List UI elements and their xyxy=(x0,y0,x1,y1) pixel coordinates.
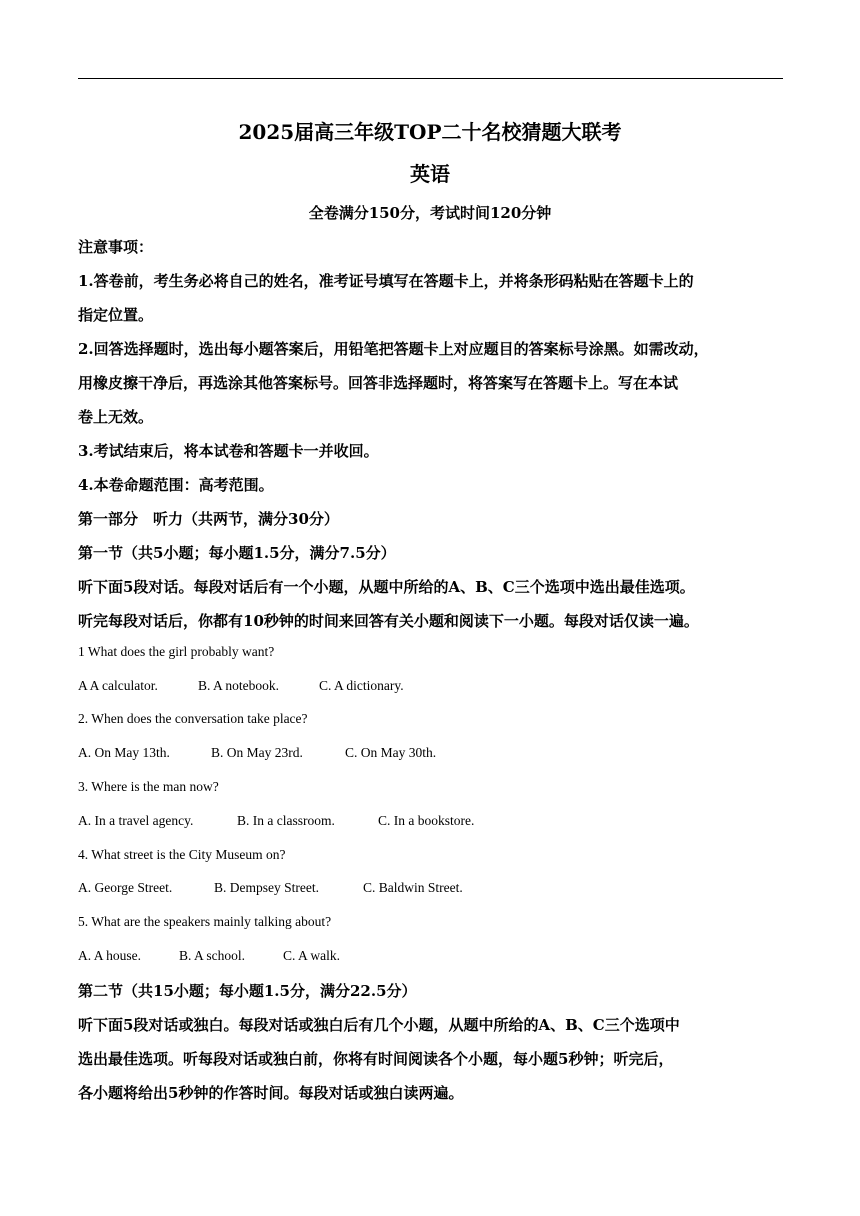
option-b: B. A notebook. xyxy=(198,678,280,693)
option-b: B. In a classroom. xyxy=(237,813,335,828)
option-a: A. George Street. xyxy=(78,880,173,895)
section2-heading: 第二节（共15小题；每小题1.5分，满分22.5分） xyxy=(78,982,417,1000)
question-4: 4. What street is the City Museum on? xyxy=(78,847,286,862)
option-b: B. Dempsey Street. xyxy=(214,880,319,895)
question-5: 5. What are the speakers mainly talking about? xyxy=(78,914,332,929)
option-b: B. On May 23rd. xyxy=(211,745,303,760)
note-line: 4.本卷命题范围：高考范围。 xyxy=(78,476,274,494)
question-2-options xyxy=(78,745,436,761)
note-line: 卷上无效。 xyxy=(78,408,154,426)
question-3: 3. Where is the man now? xyxy=(78,779,219,794)
option-c: C. Baldwin Street. xyxy=(363,880,463,895)
question-3-options xyxy=(78,813,474,829)
question-5-options xyxy=(78,948,340,964)
option-c: C. On May 30th. xyxy=(345,745,437,760)
exam-info: 全卷满分150分，考试时间120分钟 xyxy=(308,204,552,222)
option-b: B. A school. xyxy=(179,948,246,963)
note-line: 1.答卷前，考生务必将自己的姓名，准考证号填写在答题卡上，并将条形码粘贴在答题卡上的 xyxy=(78,272,694,290)
option-a: A. A house. xyxy=(78,948,142,963)
question-4-options xyxy=(78,880,463,896)
note-line: 用橡皮擦干净后，再选涂其他答案标号。回答非选择题时，将答案写在答题卡上。写在本试 xyxy=(78,374,679,392)
section1-instruction: 听完每段对话后，你都有10秒钟的时间来回答有关小题和阅读下一小题。每段对话仅读一遍。 xyxy=(78,612,699,630)
option-a: A. In a travel agency. xyxy=(78,813,194,828)
option-a: A. On May 13th. xyxy=(78,745,170,760)
section1-instruction: 听下面5段对话。每段对话后有一个小题，从题中所给的A、B、C三个选项中选出最佳选项。 xyxy=(78,578,695,596)
section1-heading: 第一节（共5小题；每小题1.5分，满分7.5分） xyxy=(78,544,396,562)
note-line: 3.考试结束后，将本试卷和答题卡一并收回。 xyxy=(78,442,379,460)
top-rule xyxy=(78,78,783,79)
option-c: C. In a bookstore. xyxy=(378,813,475,828)
section2-instruction: 选出最佳选项。听每段对话或独白前，你将有时间阅读各个小题，每小题5秒钟；听完后， xyxy=(78,1050,674,1068)
part1-heading: 第一部分 听力（共两节，满分30分） xyxy=(78,510,339,528)
notes-heading: 注意事项： xyxy=(78,238,154,256)
question-1-options xyxy=(78,678,404,694)
question-1: 1 What does the girl probably want? xyxy=(78,644,275,659)
option-a: A A calculator. xyxy=(78,678,158,693)
section2-instruction: 听下面5段对话或独白。每段对话或独白后有几个小题，从题中所给的A、B、C三个选项中 xyxy=(78,1016,680,1034)
option-c: C. A dictionary. xyxy=(319,678,404,693)
note-line: 2.回答选择题时，选出每小题答案后，用铅笔把答题卡上对应题目的答案标号涂黑。如需改动， xyxy=(78,340,709,358)
note-line: 指定位置。 xyxy=(78,306,154,324)
question-2: 2. When does the conversation take place? xyxy=(78,711,308,726)
section2-instruction: 各小题将给出5秒钟的作答时间。每段对话或独白读两遍。 xyxy=(78,1084,464,1102)
exam-title: 2025届高三年级TOP二十名校猜题大联考 xyxy=(238,120,622,144)
subject-title: 英语 xyxy=(410,162,450,186)
option-c: C. A walk. xyxy=(283,948,341,963)
